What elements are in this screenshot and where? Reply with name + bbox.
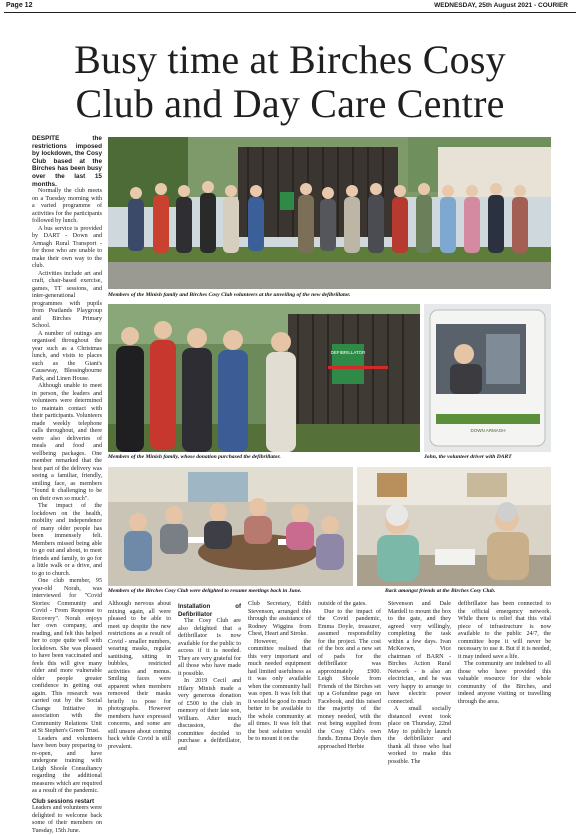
paragraph: Club Secretary, Edith Stevenson, arranged this through the assistance of Rodney Wiggins from Chest, Heart and Stroke. [248,601,311,637]
driver-photo-illustration [424,304,551,452]
paragraph: Although nervous about mixing again, all were pleased to be able to meet up despite the new restrictions as a result of Covid - smaller numbers, wearing masks, regular sanitising, sitting in bubbles, restricted activities and menus. Smiling faces were apparent when members removed their masks briefly to pose for photographs. However members have expressed concerns, and some are still unsure about coming back while Covid is still prevalent. [108,601,171,750]
article-column-6 [388,601,451,766]
paragraph: Activities include art and craft, chair-based exercise, games, TT sessions, and inter-generational programmes with pupils from Peatlands Playgroup and Birches Primary School. [32,270,102,330]
article-column-1 [32,135,102,835]
paragraph: Due to the impact of the Covid pandemic, Emma Doyle, treasurer, assumed responsibility for the project. The cost of the box and a new set of pads for the defibrillator was approximately £900. Leigh Shoole from Friends of the Birches set up a Gofundme page on Facebook, and this raised the majority of the money needed, with the rest being supplied from the Cosy Club's own funds. Emma Doyle then approached Herbie [318,608,381,750]
article-column-7 [458,601,551,706]
paragraph: One club member, 95 year-old Norah, was interviewed for "Covid Stories: Community and Covid - From Response to Recovery". Norah enjoys her own company, and reading, and felt this helped her to cope quite well with lockdown. She was pleased to have been vaccinated and feels this will give many older and more vulnerable older people greater confidence in getting out again. This research was carried out by the Social Change Initiative in association with the Community Relations Unit at St Stephen's Green Trust. [32,578,102,735]
article-lead: DESPITE the restrictions imposed by lockdown, the Cosy Club based at the Birches has been busy over the last 15 months. [32,135,102,188]
paragraph: A number of outings are organised throughout the year such as a Christmas lunch, and visits to places such as the Giant's Causeway, Blessingbourne Park, and Linen House. [32,330,102,382]
paragraph: In 2019 Cecil and Hilary Minish made a very generous donation of £500 to the club in memory of their late son, William. After much discussion, the committee decided to purchase a defibrillator, and [178,678,241,752]
caption-friends-photo: Back amongst friends at the Birches Cosy Club. [385,588,496,594]
paragraph: Leaders and volunteers have been busy preparing to re-open, and have undergone training with Leigh Shoole Consultancy regarding the additional measures which are required as a result of the pandemic. [32,735,102,795]
issue-date: WEDNESDAY, 25th August 2021 - COURIER [434,2,568,9]
subheading: Club sessions restart [32,797,94,805]
van-sign-text: DOWN ARMAGH [470,428,506,433]
photo-group-unveiling [108,137,551,289]
friends-photo-illustration [357,467,551,586]
paragraph: A bus service is provided by DART - Down and Armagh Rural Transport - for those who are unable to make their own way to the club. [32,225,102,270]
caption-group-photo: Members of the Minish family and Birches Cosy Club volunteers at the unveiling of the new defibrillator. [108,292,351,298]
caption-club-photo: Members of the Birches Cosy Club were delighted to resume meetings back in June. [108,588,302,594]
article-column-5 [318,601,381,751]
paragraph: The impact of the lockdown on the health, mobility and independence of many older people has been immensely felt. Members missed being able to go out and about, to meet friends and family, to go for a little walk or a drive, and to go to church. [32,503,102,577]
group-photo-illustration [108,137,551,289]
photo-friends [357,467,551,586]
page-header [0,0,580,13]
caption-driver-photo: John, the volunteer driver with DART [424,454,512,460]
paragraph: Leaders and volunteers were delighted to welcome back some of their members on Tuesday, 15th June. [32,805,102,834]
photo-minish-family [108,304,420,452]
paragraph: defibrillator has been connected to the official emergency network. While there is relief that this vital piece of infrastructure is now available to the public 24/7, the committee hope it will never be necessary to use it. But if it is needed, it may indeed save a life. [458,601,551,660]
article-column-3 [178,601,241,753]
paragraph: Normally the club meets on a Tuesday morning with a varied programme of activities for the participants followed by lunch. [32,188,102,225]
article-column-2 [108,601,171,751]
paragraph: A small socially distanced event took place on Thursday, 22nd May to publicly launch the defibrillator and thank all those who had worked to make this possible. The [388,706,451,765]
paragraph: The community are indebted to all those who have provided this valuable resource for the whole community of the Birches, and indeed anyone visiting or travelling through the area. [458,661,551,705]
paragraph: Although unable to meet in person, the leaders and volunteers were determined to maintain contact with their participants. Volunteers made weekly telephone calls throughout, and there were also deliveries of meals and food and wellbeing packages. One member remarked that the best part of the delivery was seeing a familiar, friendly, smiling face, as members "found it challenging to be on their own so much". [32,383,103,502]
subheading-defibrillator: Installation of Defibrillator [178,603,241,618]
article-headline [0,38,580,126]
article-column-4 [248,601,311,744]
headline-line-2: Club and Day Care Centre [75,81,505,126]
caption-family-photo: Members of the Minish family, whose donation purchased the defibrillator. [108,454,281,460]
family-photo-illustration [108,304,420,452]
club-photo-illustration [108,467,353,586]
paragraph: outside of the gates. [318,601,367,607]
defibrillator-sign-text: DEFIBRILLATOR [330,350,366,355]
photo-dart-driver [424,304,551,452]
headline-line-1: Busy time at Birches Cosy [74,37,506,82]
photo-club-meeting [108,467,353,586]
paragraph: The Cosy Club are also delighted that a defibrillator is now available for the public to access if it is needed. They are very grateful for all those who have made it possible. [178,618,241,677]
paragraph: Stevenson and Dale Mardell to mount the box to the gate, and they agreed very willingly, completing the task within a few days. Ivan McKeown, Vice chairman of BARN - Birches Action Rural Network - is also an electrician, and he was very happy to arrange to have electric power connected. [388,601,451,705]
header-rule [4,12,576,13]
page-number: Page 12 [6,2,33,9]
paragraph: However, the committee realised that this very important and much needed equipment had limited usefulness as it was only available when the community hall was open. It was felt that it would be good to much better to be available to the whole community at all times. It was felt that the best solution would be to mount it on the [248,638,311,742]
